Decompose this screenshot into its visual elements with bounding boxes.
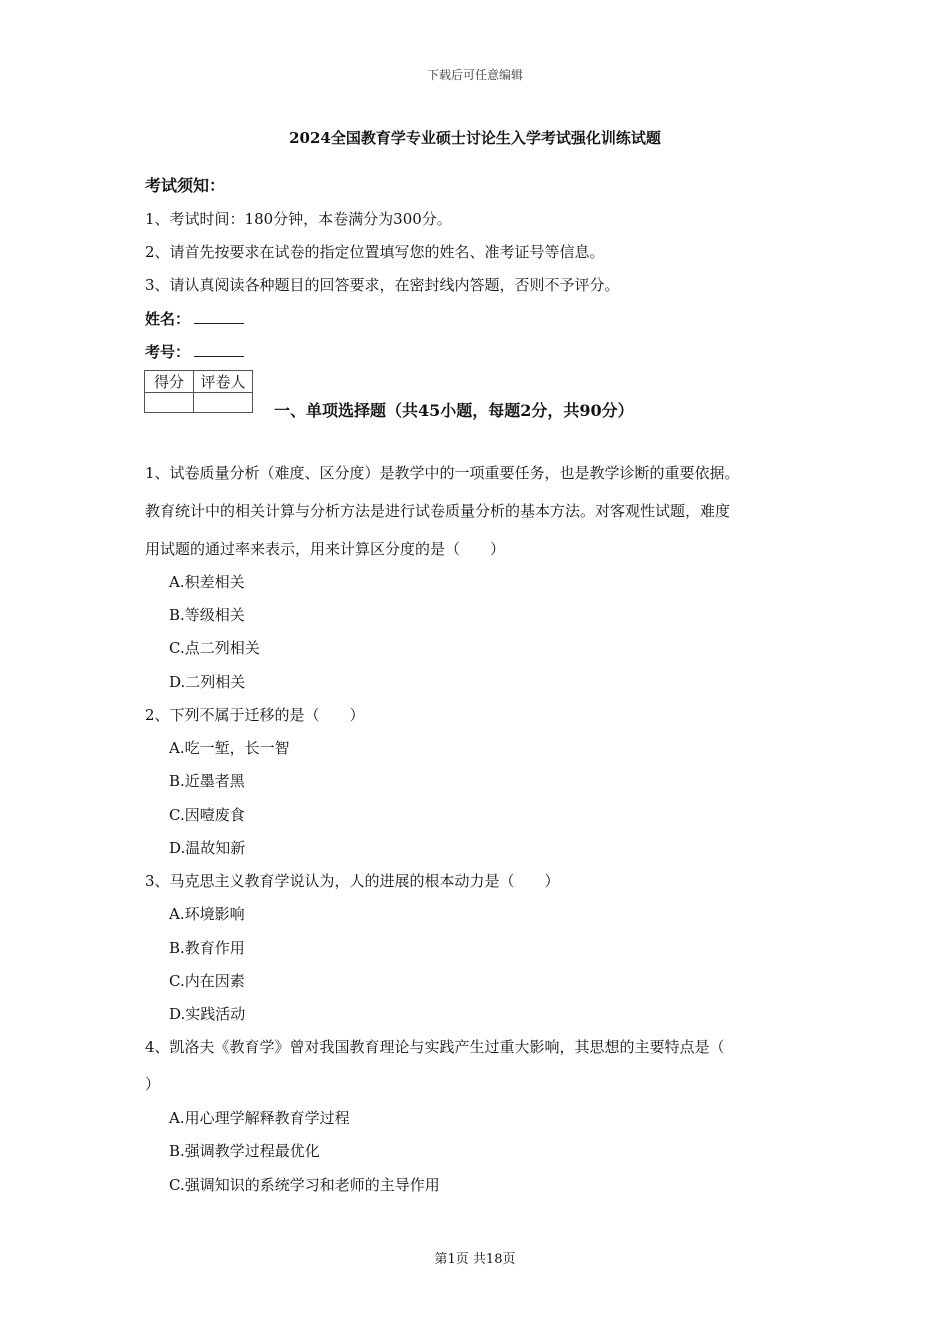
option: C.因噎废食 xyxy=(169,806,245,824)
id-field[interactable] xyxy=(145,341,244,362)
id-blank[interactable] xyxy=(194,342,244,357)
question-line: ） xyxy=(145,1075,161,1093)
notice-heading: 考试须知： xyxy=(145,176,226,195)
option: D.二列相关 xyxy=(169,673,246,691)
notice-item: 1、考试时间：180分钟，本卷满分为300分。 xyxy=(145,210,452,228)
question-line: 1、试卷质量分析（难度、区分度）是教学中的一项重要任务，也是教学诊断的重要依据。 xyxy=(145,464,740,482)
score-table xyxy=(144,370,253,413)
notice-item: 3、请认真阅读各种题目的回答要求，在密封线内答题，否则不予评分。 xyxy=(145,276,620,294)
option: D.温故知新 xyxy=(169,839,246,857)
page-footer: 第1页 共18页 xyxy=(434,1252,516,1267)
section-heading: 一、单项选择题（共45小题，每题2分，共90分） xyxy=(274,401,634,420)
option: A.环境影响 xyxy=(169,905,245,923)
notice-item: 2、请首先按要求在试卷的指定位置填写您的姓名、准考证号等信息。 xyxy=(145,243,605,261)
option: B.近墨者黑 xyxy=(169,772,245,790)
id-label: 考号： xyxy=(145,343,191,361)
grader-header: 评卷人 xyxy=(194,371,253,393)
option: C.内在因素 xyxy=(169,972,245,990)
option: A.用心理学解释教育学过程 xyxy=(169,1109,350,1127)
option: B.强调教学过程最优化 xyxy=(169,1142,320,1160)
name-label: 姓名： xyxy=(145,310,191,328)
name-blank[interactable] xyxy=(194,309,244,324)
score-cell[interactable] xyxy=(145,393,194,413)
question-line: 4、凯洛夫《教育学》曾对我国教育理论与实践产生过重大影响，其思想的主要特点是（ xyxy=(145,1038,725,1056)
header-note: 下载后可任意编辑 xyxy=(426,68,523,82)
question-line: 教育统计中的相关计算与分析方法是进行试卷质量分析的基本方法。对客观性试题，难度 xyxy=(145,502,731,520)
option: D.实践活动 xyxy=(169,1005,246,1023)
option: B.等级相关 xyxy=(169,606,245,624)
score-header: 得分 xyxy=(145,371,194,393)
question-line: 3、马克思主义教育学说认为，人的进展的根本动力是（ ） xyxy=(145,872,560,890)
grader-cell[interactable] xyxy=(194,393,253,413)
option: A.吃一堑，长一智 xyxy=(169,739,290,757)
option: B.教育作用 xyxy=(169,939,245,957)
exam-title: 2024全国教育学专业硕士讨论生入学考试强化训练试题 xyxy=(289,129,661,147)
option: C.强调知识的系统学习和老师的主导作用 xyxy=(169,1176,440,1194)
question-line: 用试题的通过率来表示，用来计算区分度的是（ ） xyxy=(145,540,506,558)
name-field[interactable] xyxy=(145,308,244,329)
option: A.积差相关 xyxy=(169,573,245,591)
option: C.点二列相关 xyxy=(169,639,260,657)
question-line: 2、下列不属于迁移的是（ ） xyxy=(145,706,365,724)
